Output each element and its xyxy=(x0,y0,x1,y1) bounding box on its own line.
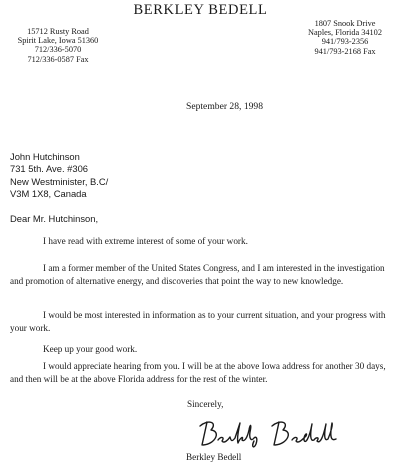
salutation: Dear Mr. Hutchinson, xyxy=(10,213,99,224)
signer-name: Berkley Bedell xyxy=(186,452,242,462)
letterhead-name: BERKLEY BEDELL xyxy=(133,2,268,18)
right-address-phone: 941/793-2356 xyxy=(321,37,369,47)
letter-date: September 28, 1998 xyxy=(186,101,264,112)
left-address-block xyxy=(2,27,114,64)
right-address-block xyxy=(291,19,399,56)
paragraph-5 xyxy=(10,360,398,386)
paragraph-1-text: I have read with extreme interest of some of your work. xyxy=(43,236,248,246)
paragraph-1 xyxy=(10,235,398,248)
recipient-street: 731 5th. Ave. #306 xyxy=(10,163,89,175)
left-address-city: Spirit Lake, Iowa 51360 xyxy=(17,36,99,46)
left-address-phone: 712/336-5070 xyxy=(34,45,82,55)
recipient-address-block xyxy=(10,151,108,201)
right-address-street: 1807 Snook Drive xyxy=(314,19,376,28)
paragraph-3-text: I would be most interested in information as to your current situation, and your progress with your work. xyxy=(10,310,386,334)
closing: Sincerely, xyxy=(187,399,224,409)
right-address-fax: 941/793-2168 Fax xyxy=(314,46,376,56)
right-address-city: Naples, Florida 34102 xyxy=(308,28,382,38)
paragraph-4-text: Keep up your good work. xyxy=(43,344,138,354)
paragraph-5-text: I would appreciate hearing from you. I will be at the above Iowa address for another 30 days, and then will be at the above Florida address for the rest of the winter. xyxy=(10,361,386,385)
left-address-street: 15712 Rusty Road xyxy=(27,27,89,36)
recipient-city: New Westminister, B.C/ xyxy=(10,175,109,187)
recipient-name: John Hutchinson xyxy=(10,151,80,162)
left-address-fax: 712/336-0587 Fax xyxy=(27,54,89,64)
recipient-postal: V3M 1X8, Canada xyxy=(10,188,87,200)
paragraph-2-text: I am a former member of the United States Congress, and I am interested in the investigation and promotion of alternative energy, and discoveries that point the way to new knowledge. xyxy=(10,263,385,287)
paragraph-4 xyxy=(10,343,398,356)
paragraph-3 xyxy=(10,309,398,335)
paragraph-2 xyxy=(10,262,398,288)
handwritten-signature xyxy=(196,418,346,450)
